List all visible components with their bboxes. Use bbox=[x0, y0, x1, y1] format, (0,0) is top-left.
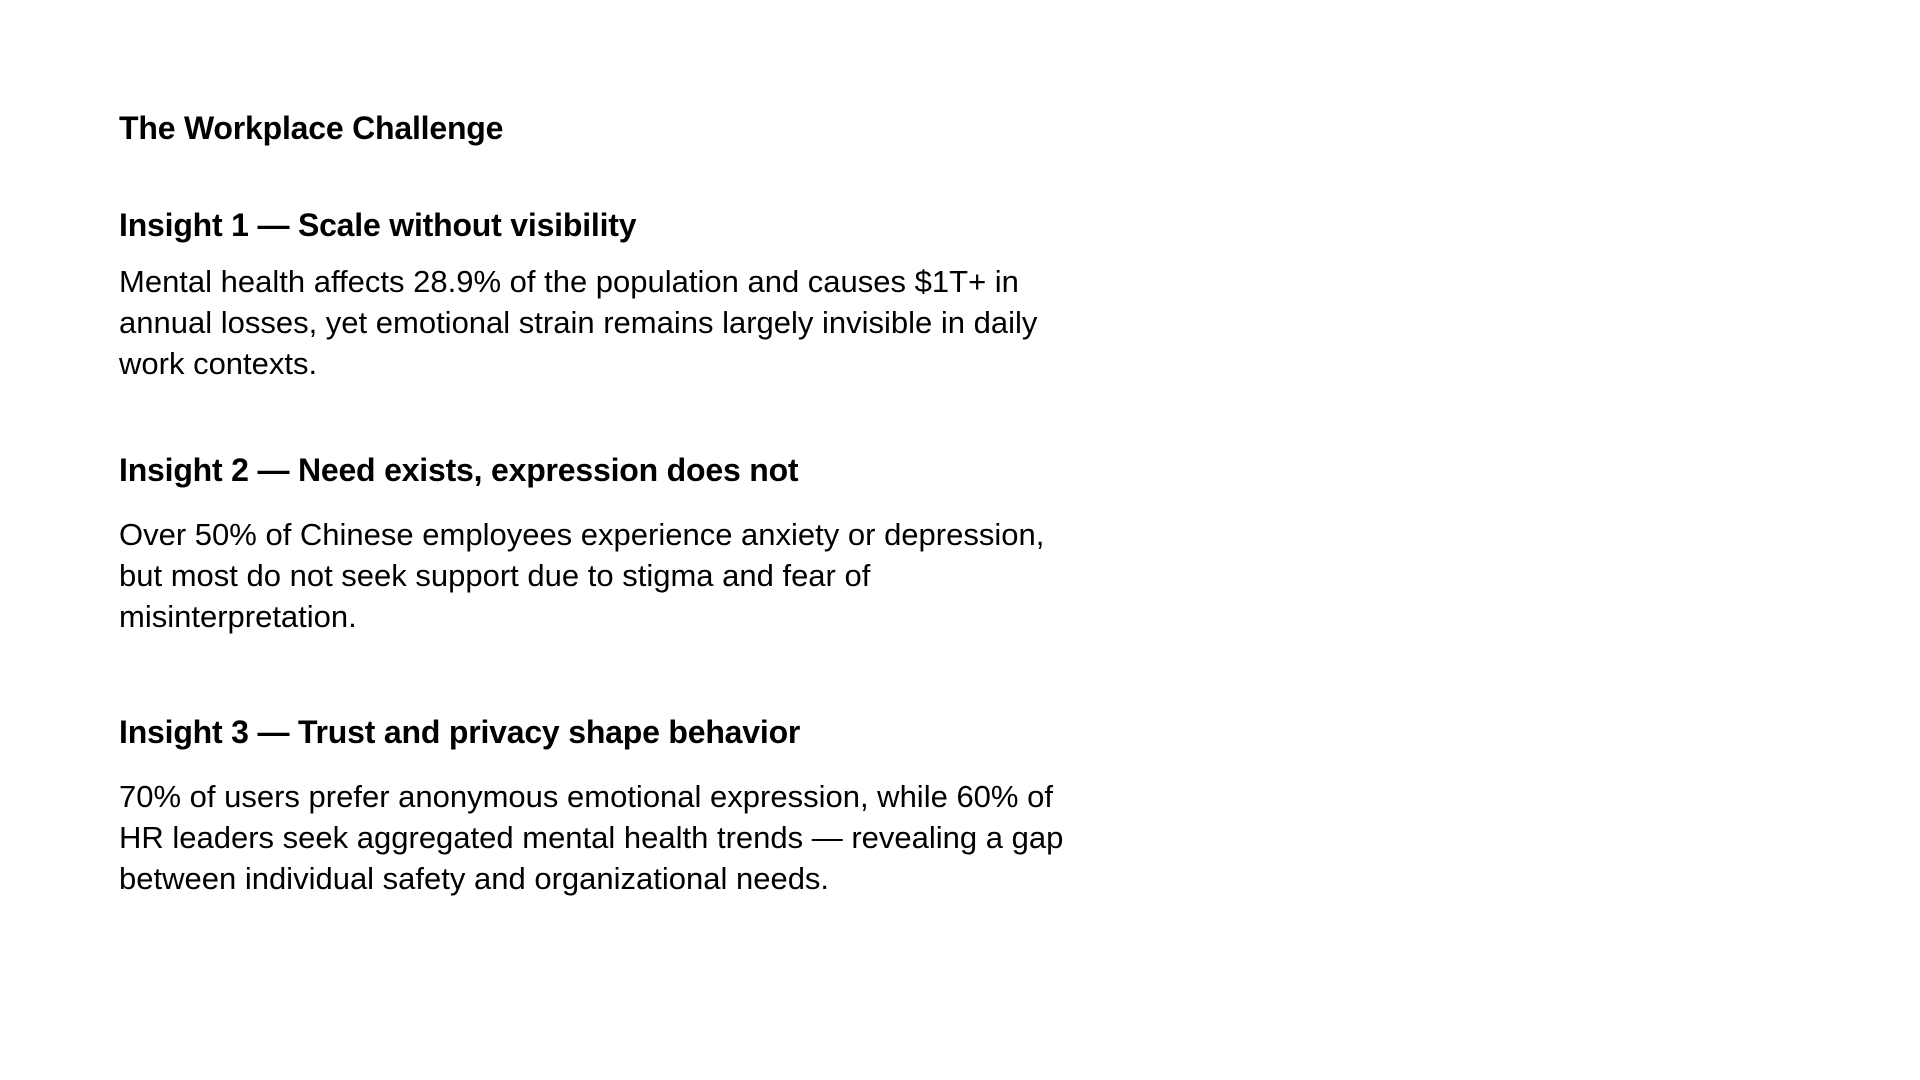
insight-1-body-line: Mental health affects 28.9% of the population and causes $1T+ in bbox=[119, 264, 1019, 299]
insight-1-body-line: annual losses, yet emotional strain remains largely invisible in daily bbox=[119, 305, 1038, 340]
insight-2-heading: Insight 2 — Need exists, expression does not bbox=[119, 452, 799, 488]
insight-2-body bbox=[119, 514, 1119, 637]
insight-3-body-line: HR leaders seek aggregated mental health trends — revealing a gap bbox=[119, 820, 1064, 855]
insight-1-body bbox=[119, 261, 1119, 384]
insight-2-body-line: Over 50% of Chinese employees experience anxiety or depression, bbox=[119, 517, 1045, 552]
insight-3-body-line: 70% of users prefer anonymous emotional expression, while 60% of bbox=[119, 779, 1053, 814]
insight-3-heading: Insight 3 — Trust and privacy shape behavior bbox=[119, 714, 801, 750]
insight-3-body bbox=[119, 776, 1119, 899]
insight-3-body-line: between individual safety and organizational needs. bbox=[119, 861, 830, 896]
insight-1-body-line: work contexts. bbox=[119, 346, 318, 381]
insight-1-heading: Insight 1 — Scale without visibility bbox=[119, 207, 637, 243]
insight-2-body-line: misinterpretation. bbox=[119, 599, 357, 634]
page-title: The Workplace Challenge bbox=[119, 110, 504, 146]
insight-2-body-line: but most do not seek support due to stigma and fear of bbox=[119, 558, 871, 593]
